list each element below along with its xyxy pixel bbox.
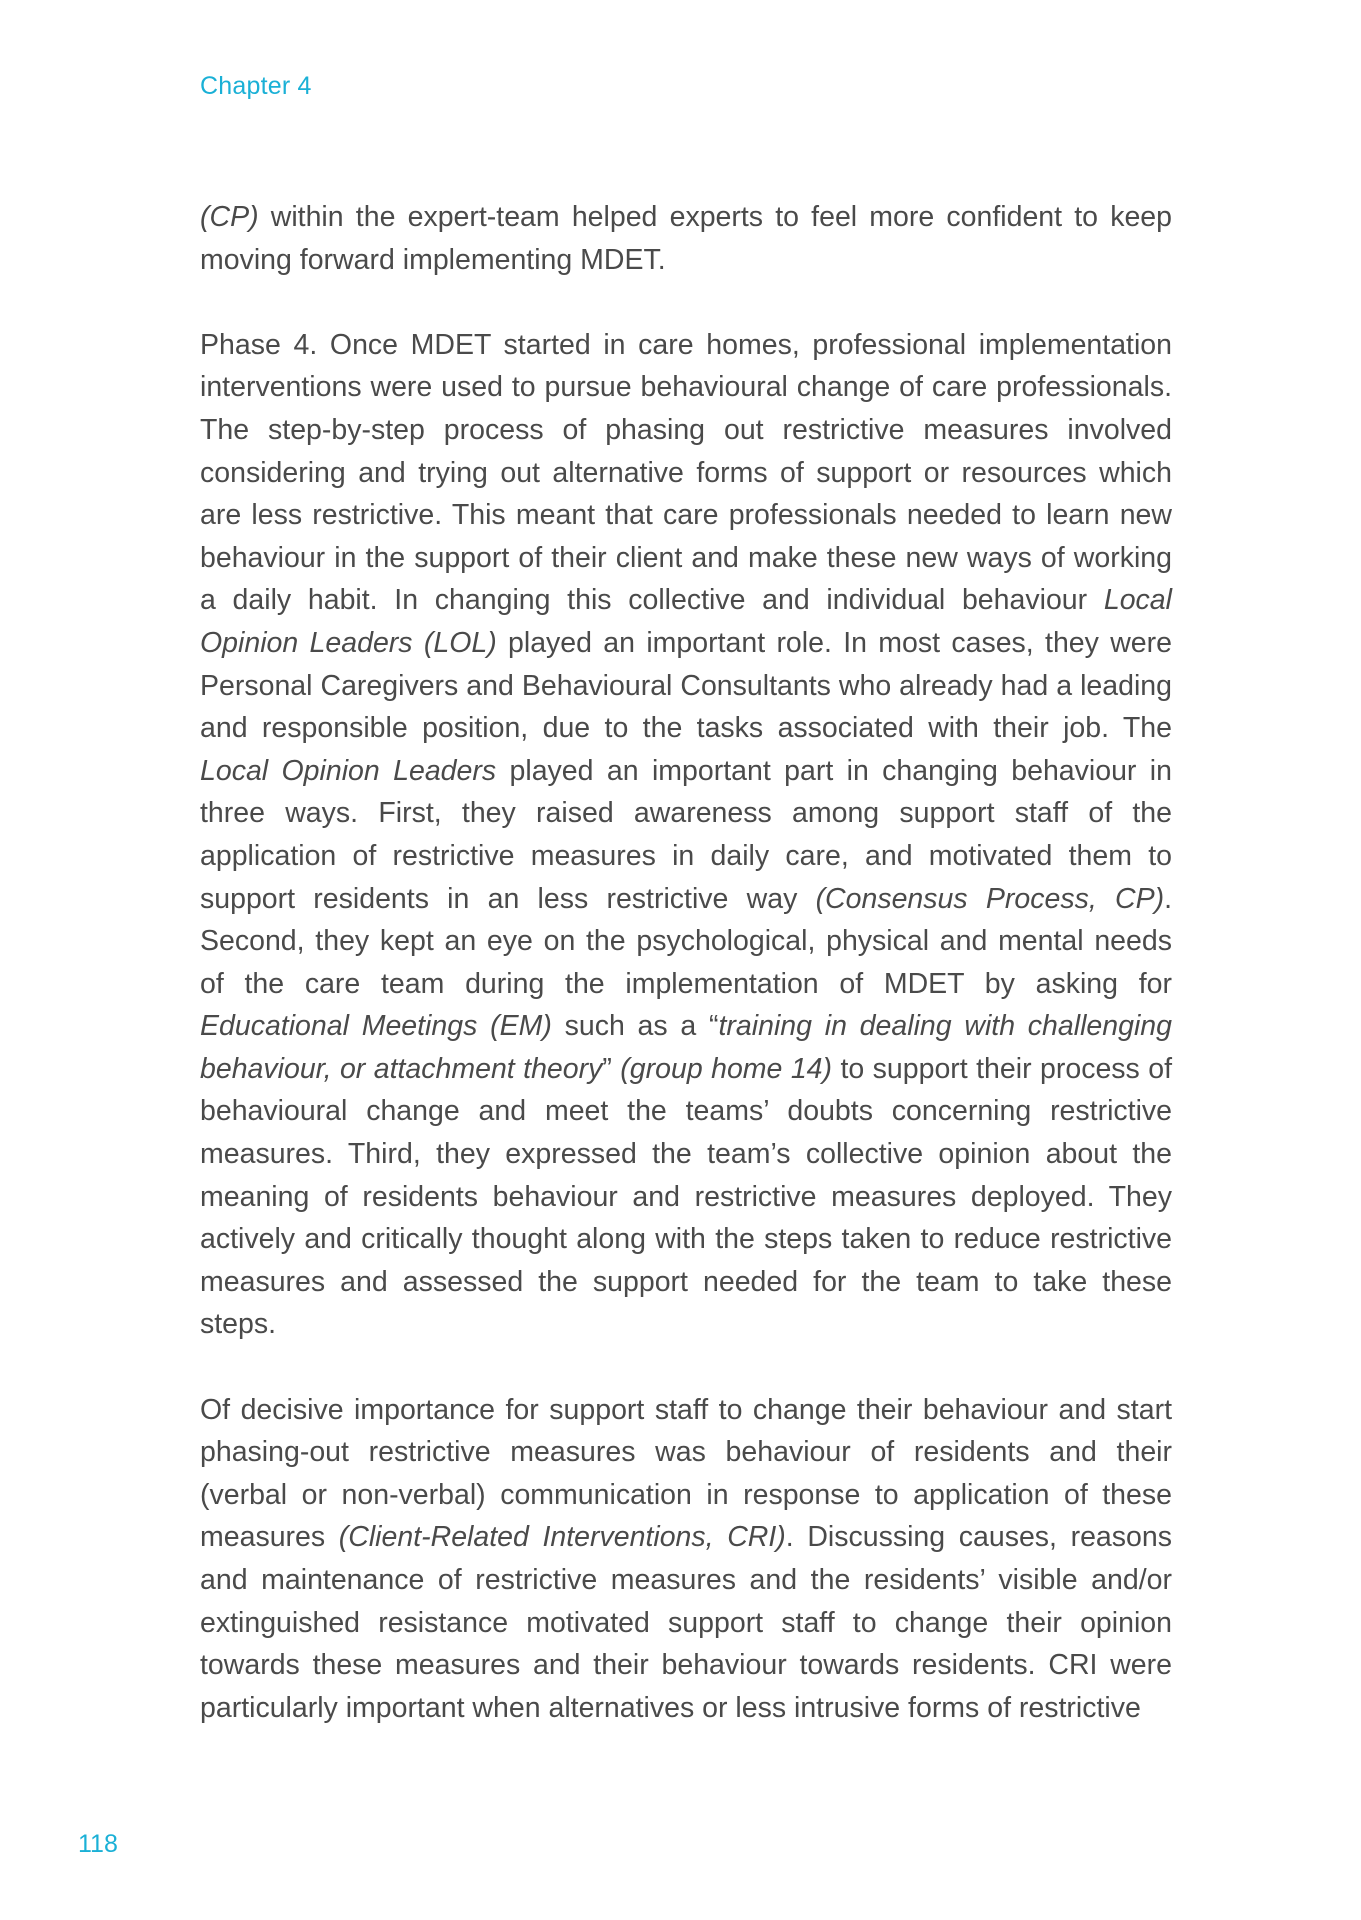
page-number: 118 [78, 1830, 118, 1858]
italic-run: Local Opinion Leaders [200, 754, 497, 787]
italic-run: (CP) [200, 201, 259, 233]
text-run: . Discussing causes, reasons and maintenance of restrictive measures and the residents’ visible and/or extinguished resistance motivated support staff to change their opinion towards these measures and their behaviour towards residents. CRI were particularly important when alternatives or less intrusive forms of restrictive [200, 1521, 1172, 1724]
text-run: played an important part in changing behaviour in three ways. First, they raised awareness among support staff of the application of restrictive measures in daily care, and motivated them to support residents in an less restrictive way [200, 754, 1172, 915]
running-head-chapter: Chapter 4 [200, 72, 312, 100]
paragraph-1 [200, 196, 1172, 281]
text-run: ” [602, 1052, 621, 1085]
text-run: Phase 4. Once MDET started in care homes, professional implementation interventions were used to pursue behavioural change of care professionals. The step-by-step process of phasing out restrictive measures involved considering and trying out alternative forms of support or resources which are less restrictive. This meant that care professionals needed to learn new behaviour in the support of their client and make these new ways of working a daily habit. In changing this collective and individual behaviour [200, 328, 1172, 617]
paragraph-2 [200, 324, 1172, 1346]
text-run: played an important role. In most cases, they were Personal Caregivers and Behavioural Consultants who already had a leading and responsible position, due to the tasks associated with their job. The [200, 626, 1172, 745]
italic-run: (Consensus Process, CP) [815, 882, 1165, 915]
body-text [200, 196, 1172, 1729]
text-run: . Second, they kept an eye on the psychological, physical and mental needs of the care team during the implementation of MDET by asking for [200, 882, 1172, 1000]
text-run: to support their process of behavioural change and meet the teams’ doubts concerning restrictive measures. Third, they expressed the team’s collective opinion about the meaning of residents behaviour and restrictive measures deployed. They actively and critically thought along with the steps taken to reduce restrictive measures and assessed the support needed for the team to take these steps. [200, 1052, 1172, 1341]
text-run: such as a “ [551, 1010, 719, 1043]
italic-run: (Client-Related Interventions, CRI) [338, 1521, 786, 1554]
italic-run: training in dealing with challenging behaviour, or attachment theory [200, 1010, 1172, 1085]
text-run: Of decisive importance for support staff to change their behaviour and start phasing-out restrictive measures was behaviour of residents and their (verbal or non-verbal) communication in response to application of these measures [200, 1393, 1172, 1554]
text-run: within the expert-team helped experts to feel more confident to keep moving forward implementing MDET. [200, 201, 1172, 276]
italic-run: Educational Meetings (EM) [200, 1010, 552, 1043]
paragraph-3 [200, 1389, 1172, 1730]
italic-run: (group home 14) [620, 1052, 833, 1085]
italic-run: Local Opinion Leaders (LOL) [200, 584, 1172, 659]
